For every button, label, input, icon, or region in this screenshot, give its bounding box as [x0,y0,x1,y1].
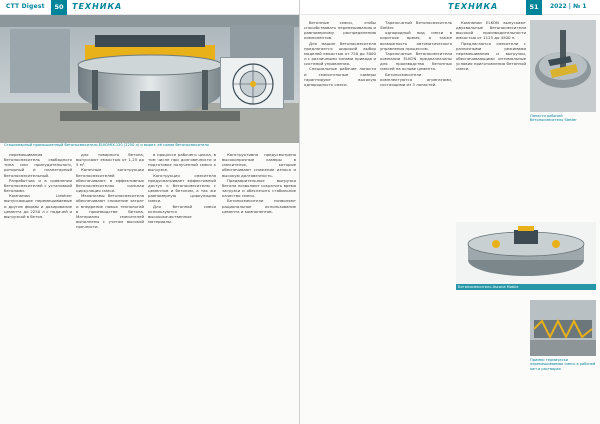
paragraph: для товарного бетона, выпускают емкостью от 1,25 до 5 м³. [76,152,144,168]
left-text-column-3 [148,152,216,420]
paragraph: бетонные смеси, чтобы способствовать перемешиванию и равномерному распределению компонентов. [304,20,376,41]
right-text-column-3 [456,20,526,420]
paragraph: Предлагаются смесители с различными режимами перемешивания и выгрузки, обеспечивающими оптимальные условия приготовления бетонной смеси. [456,40,526,72]
paragraph: Бетоносмесители комплектуются агрегатами, состоящими из 3 лопастей. [380,71,452,87]
paragraph: Компании Liebherr выпускающие перемешиваемые и другие формы и дозирование цемента до 2250 л с подачей и выгрузкой в бетон. [4,193,72,219]
plant-photo [0,15,300,143]
section-title-right: ТЕХНИКА [448,2,499,11]
paragraph: Бетоносмесители позволяют рациональное использование цемента и компонентов. [222,198,296,214]
paragraph: Конструкция смесителя предусматривает эффективный доступ к бетоносмесителю с цементом и бетоном, а так же равномерную циркуляцию смеси. [148,172,216,204]
section-title-left: ТЕХНИКА [72,2,123,11]
paragraph: перемешивания бетоносмеситель свободного типа или принудительного, роторный и планетарный бетоносмесительный. [4,152,72,178]
left-text-column-2 [76,152,144,420]
planetary-mixer-illustration [456,222,596,284]
mixer-blade-illustration [530,20,596,112]
blade-photo-caption: Лопасти рабочей бетоносмеситель Stetter [530,114,577,123]
page-number-left: 50 [51,0,67,15]
paragraph: Механизмы бетоносмесителя обеспечивают снижение затрат и внедрение новых технологий в производстве бетона. Материалы смесителей выполнены с учетом высокой прочности. [76,193,144,230]
schematic-icon [221,58,285,110]
paragraph: Тарельчатый бетоносмеситель Stetter. [380,20,452,31]
mixer-photo [456,222,596,284]
paragraph: Разработчик и в сравнении бетоносмесителей с установкой бетонами. [4,177,72,194]
paragraph: Для машин бетоносмесителя предлагается широкий выбор моделей емкостью от 750 до 3000 л с различными типами привода и системой управления. [304,40,376,67]
screw-photo-caption: Пример термически перемешиваемая смесь в рабочей кап и растворах [530,358,596,371]
right-text-column-2 [380,20,452,420]
paragraph: Специальные рабочие лопасти и смесительные камеры гарантируют высокую однородность смеси. [304,66,376,87]
right-page [300,0,600,424]
paragraph: однородный вид смеси в короткое время, а также возможность автоматического управления процессом. [380,30,452,51]
issue-number: 2022 | № 1 [550,3,587,10]
paragraph: в процессе рабочего цикла, в том числе при долговечности и подготовке полученной смеси к выгрузке. [148,152,216,173]
paragraph: Конечные конструкции бетоносмесителей обеспечивают: в эффективных бетоносмесителях сильная циркуляция смеси. [76,167,144,194]
page-number-right: 51 [526,0,542,15]
right-text-column-1 [304,20,376,420]
paragraph: Компании ELKON выпускают двухвальные бетоносмесители высокой производительности емкостью от 1125 до 4500 л. [456,20,526,41]
right-header [300,0,600,15]
paragraph: Конструктивно предусмотрено высокопрочные камеры в смесителях, которые обеспечивают снижение износа и высокую долговечность. [222,152,296,178]
paragraph: Тарельчатые бетоносмесители компании ELKON предназначены для производства бетонных смесей на основе цемента. [380,50,452,72]
paragraph: Предварительные выгрузки бетона позволяют сократить время загрузки и обеспечить стабильное качество смеси. [222,177,296,199]
left-text-column-1 [4,152,72,420]
mixing-screw-illustration [530,300,596,356]
screw-photo [530,300,596,356]
blade-photo [530,20,596,112]
left-text-column-4 [222,152,296,420]
mixer-schematic-inset [220,57,284,109]
plant-photo-caption: Стационарный промышленный бетоносмеситель ELKOMIX-120 (2250 л) и вырез: её схема бетоносмесителя [4,143,209,147]
left-header [0,0,300,15]
brand-name: CTT Digest [6,3,45,10]
paragraph: Для бетонной смеси используются высококачественные материалы. [148,203,216,225]
mixer-photo-caption: Бетоносмеситель Ascona Mobile [456,284,596,290]
